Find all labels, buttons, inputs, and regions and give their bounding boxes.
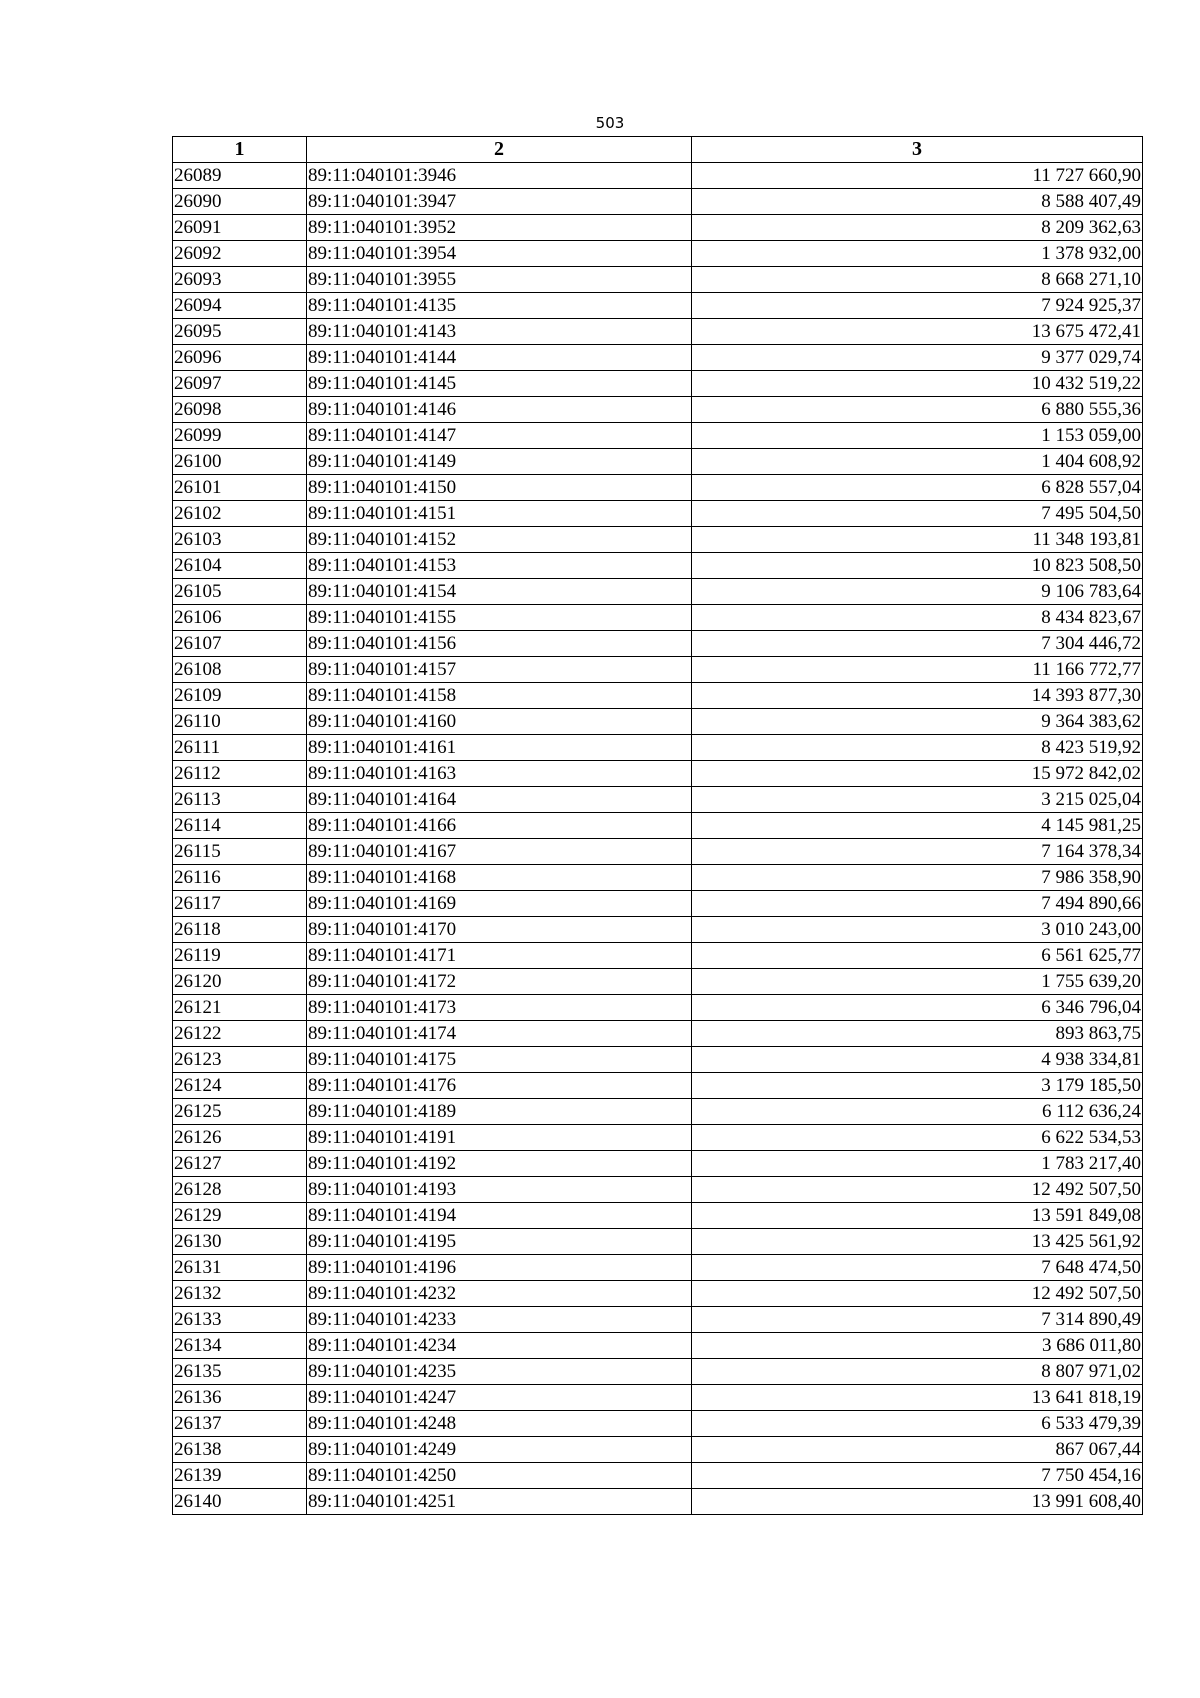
row-number-cell: 26132 <box>173 1281 307 1307</box>
cadastral-number-cell: 89:11:040101:4135 <box>307 293 692 319</box>
value-cell: 8 209 362,63 <box>692 215 1143 241</box>
value-cell: 6 622 534,53 <box>692 1125 1143 1151</box>
cadastral-number-cell: 89:11:040101:4175 <box>307 1047 692 1073</box>
value-cell: 1 378 932,00 <box>692 241 1143 267</box>
value-cell: 7 495 504,50 <box>692 501 1143 527</box>
row-number-cell: 26100 <box>173 449 307 475</box>
value-cell: 13 591 849,08 <box>692 1203 1143 1229</box>
cadastral-number-cell: 89:11:040101:3947 <box>307 189 692 215</box>
table-row <box>173 371 1143 397</box>
table-body <box>173 163 1143 1515</box>
table-row <box>173 1437 1143 1463</box>
value-cell: 7 494 890,66 <box>692 891 1143 917</box>
row-number-cell: 26125 <box>173 1099 307 1125</box>
table-row <box>173 1073 1143 1099</box>
row-number-cell: 26093 <box>173 267 307 293</box>
row-number-cell: 26138 <box>173 1437 307 1463</box>
row-number-cell: 26113 <box>173 787 307 813</box>
table-row <box>173 215 1143 241</box>
table-row <box>173 1385 1143 1411</box>
table-row <box>173 683 1143 709</box>
cadastral-number-cell: 89:11:040101:4147 <box>307 423 692 449</box>
value-cell: 8 807 971,02 <box>692 1359 1143 1385</box>
row-number-cell: 26134 <box>173 1333 307 1359</box>
cadastral-number-cell: 89:11:040101:4145 <box>307 371 692 397</box>
table-row <box>173 995 1143 1021</box>
cadastral-number-cell: 89:11:040101:4173 <box>307 995 692 1021</box>
row-number-cell: 26103 <box>173 527 307 553</box>
row-number-cell: 26135 <box>173 1359 307 1385</box>
row-number-cell: 26130 <box>173 1229 307 1255</box>
table-row <box>173 761 1143 787</box>
cadastral-number-cell: 89:11:040101:4247 <box>307 1385 692 1411</box>
cadastral-number-cell: 89:11:040101:3946 <box>307 163 692 189</box>
row-number-cell: 26118 <box>173 917 307 943</box>
table-row <box>173 943 1143 969</box>
cadastral-number-cell: 89:11:040101:4193 <box>307 1177 692 1203</box>
cadastral-number-cell: 89:11:040101:4235 <box>307 1359 692 1385</box>
row-number-cell: 26120 <box>173 969 307 995</box>
value-cell: 6 880 555,36 <box>692 397 1143 423</box>
table-row <box>173 1203 1143 1229</box>
cadastral-number-cell: 89:11:040101:4158 <box>307 683 692 709</box>
cadastral-number-cell: 89:11:040101:4143 <box>307 319 692 345</box>
cadastral-number-cell: 89:11:040101:4232 <box>307 1281 692 1307</box>
column-header-1: 1 <box>173 137 307 163</box>
table-row <box>173 631 1143 657</box>
table-row <box>173 579 1143 605</box>
row-number-cell: 26108 <box>173 657 307 683</box>
cadastral-number-cell: 89:11:040101:4151 <box>307 501 692 527</box>
row-number-cell: 26136 <box>173 1385 307 1411</box>
table-row <box>173 449 1143 475</box>
cadastral-number-cell: 89:11:040101:4163 <box>307 761 692 787</box>
table-row <box>173 865 1143 891</box>
table-row <box>173 709 1143 735</box>
value-cell: 1 755 639,20 <box>692 969 1143 995</box>
row-number-cell: 26107 <box>173 631 307 657</box>
row-number-cell: 26123 <box>173 1047 307 1073</box>
row-number-cell: 26116 <box>173 865 307 891</box>
table-row <box>173 501 1143 527</box>
cadastral-number-cell: 89:11:040101:4167 <box>307 839 692 865</box>
table-row <box>173 917 1143 943</box>
value-cell: 8 423 519,92 <box>692 735 1143 761</box>
cadastral-number-cell: 89:11:040101:4156 <box>307 631 692 657</box>
cadastral-number-cell: 89:11:040101:4164 <box>307 787 692 813</box>
row-number-cell: 26128 <box>173 1177 307 1203</box>
table-row <box>173 241 1143 267</box>
value-cell: 9 364 383,62 <box>692 709 1143 735</box>
value-cell: 7 986 358,90 <box>692 865 1143 891</box>
table-row <box>173 553 1143 579</box>
value-cell: 6 533 479,39 <box>692 1411 1143 1437</box>
cadastral-number-cell: 89:11:040101:4150 <box>307 475 692 501</box>
cadastral-number-cell: 89:11:040101:3952 <box>307 215 692 241</box>
value-cell: 15 972 842,02 <box>692 761 1143 787</box>
table-row <box>173 1177 1143 1203</box>
value-cell: 14 393 877,30 <box>692 683 1143 709</box>
cadastral-number-cell: 89:11:040101:3954 <box>307 241 692 267</box>
row-number-cell: 26110 <box>173 709 307 735</box>
value-cell: 8 434 823,67 <box>692 605 1143 631</box>
cadastral-number-cell: 89:11:040101:4166 <box>307 813 692 839</box>
cadastral-number-cell: 89:11:040101:4153 <box>307 553 692 579</box>
row-number-cell: 26129 <box>173 1203 307 1229</box>
value-cell: 4 145 981,25 <box>692 813 1143 839</box>
row-number-cell: 26106 <box>173 605 307 631</box>
row-number-cell: 26101 <box>173 475 307 501</box>
cadastral-number-cell: 89:11:040101:4157 <box>307 657 692 683</box>
row-number-cell: 26114 <box>173 813 307 839</box>
cadastral-number-cell: 89:11:040101:4144 <box>307 345 692 371</box>
table-row <box>173 813 1143 839</box>
column-header-3: 3 <box>692 137 1143 163</box>
table-header <box>173 137 1143 163</box>
table-row <box>173 345 1143 371</box>
value-cell: 10 432 519,22 <box>692 371 1143 397</box>
value-cell: 7 924 925,37 <box>692 293 1143 319</box>
table-row <box>173 1255 1143 1281</box>
cadastral-number-cell: 89:11:040101:4176 <box>307 1073 692 1099</box>
value-cell: 8 588 407,49 <box>692 189 1143 215</box>
table-row <box>173 657 1143 683</box>
table-row <box>173 1359 1143 1385</box>
row-number-cell: 26127 <box>173 1151 307 1177</box>
column-header-2: 2 <box>307 137 692 163</box>
table-row <box>173 839 1143 865</box>
cadastral-number-cell: 89:11:040101:4168 <box>307 865 692 891</box>
row-number-cell: 26092 <box>173 241 307 267</box>
cadastral-number-cell: 89:11:040101:4196 <box>307 1255 692 1281</box>
page-number: 503 <box>595 114 625 132</box>
row-number-cell: 26089 <box>173 163 307 189</box>
row-number-cell: 26117 <box>173 891 307 917</box>
row-number-cell: 26131 <box>173 1255 307 1281</box>
row-number-cell: 26111 <box>173 735 307 761</box>
cadastral-number-cell: 89:11:040101:4248 <box>307 1411 692 1437</box>
row-number-cell: 26095 <box>173 319 307 345</box>
table-row <box>173 1333 1143 1359</box>
table-row <box>173 1125 1143 1151</box>
value-cell: 10 823 508,50 <box>692 553 1143 579</box>
value-cell: 6 346 796,04 <box>692 995 1143 1021</box>
value-cell: 7 750 454,16 <box>692 1463 1143 1489</box>
value-cell: 3 179 185,50 <box>692 1073 1143 1099</box>
table-row <box>173 891 1143 917</box>
row-number-cell: 26091 <box>173 215 307 241</box>
row-number-cell: 26124 <box>173 1073 307 1099</box>
value-cell: 11 166 772,77 <box>692 657 1143 683</box>
table-row <box>173 1229 1143 1255</box>
table-row <box>173 969 1143 995</box>
table-row <box>173 1463 1143 1489</box>
cadastral-number-cell: 89:11:040101:4155 <box>307 605 692 631</box>
value-cell: 9 106 783,64 <box>692 579 1143 605</box>
cadastral-number-cell: 89:11:040101:4169 <box>307 891 692 917</box>
cadastral-number-cell: 89:11:040101:4189 <box>307 1099 692 1125</box>
table-row <box>173 1489 1143 1515</box>
table-row <box>173 1021 1143 1047</box>
value-cell: 867 067,44 <box>692 1437 1143 1463</box>
table-row <box>173 735 1143 761</box>
value-cell: 893 863,75 <box>692 1021 1143 1047</box>
cadastral-number-cell: 89:11:040101:4251 <box>307 1489 692 1515</box>
value-cell: 6 112 636,24 <box>692 1099 1143 1125</box>
row-number-cell: 26090 <box>173 189 307 215</box>
cadastral-number-cell: 89:11:040101:4249 <box>307 1437 692 1463</box>
table-row <box>173 1411 1143 1437</box>
value-cell: 3 686 011,80 <box>692 1333 1143 1359</box>
row-number-cell: 26140 <box>173 1489 307 1515</box>
row-number-cell: 26102 <box>173 501 307 527</box>
table-row <box>173 293 1143 319</box>
row-number-cell: 26099 <box>173 423 307 449</box>
cadastral-number-cell: 89:11:040101:4160 <box>307 709 692 735</box>
value-cell: 13 425 561,92 <box>692 1229 1143 1255</box>
cadastral-number-cell: 89:11:040101:4170 <box>307 917 692 943</box>
row-number-cell: 26104 <box>173 553 307 579</box>
row-number-cell: 26098 <box>173 397 307 423</box>
table-row <box>173 1281 1143 1307</box>
row-number-cell: 26139 <box>173 1463 307 1489</box>
table-row <box>173 423 1143 449</box>
table-row <box>173 787 1143 813</box>
row-number-cell: 26097 <box>173 371 307 397</box>
table-row <box>173 1099 1143 1125</box>
cadastral-number-cell: 89:11:040101:4149 <box>307 449 692 475</box>
table-row <box>173 1047 1143 1073</box>
cadastral-number-cell: 89:11:040101:4172 <box>307 969 692 995</box>
row-number-cell: 26119 <box>173 943 307 969</box>
cadastral-number-cell: 89:11:040101:3955 <box>307 267 692 293</box>
row-number-cell: 26133 <box>173 1307 307 1333</box>
row-number-cell: 26121 <box>173 995 307 1021</box>
cadastral-number-cell: 89:11:040101:4192 <box>307 1151 692 1177</box>
table-row <box>173 397 1143 423</box>
value-cell: 6 828 557,04 <box>692 475 1143 501</box>
cadastral-number-cell: 89:11:040101:4234 <box>307 1333 692 1359</box>
value-cell: 12 492 507,50 <box>692 1177 1143 1203</box>
table-row <box>173 319 1143 345</box>
value-cell: 7 164 378,34 <box>692 839 1143 865</box>
value-cell: 1 404 608,92 <box>692 449 1143 475</box>
row-number-cell: 26126 <box>173 1125 307 1151</box>
table-row <box>173 189 1143 215</box>
table-row <box>173 605 1143 631</box>
cadastral-number-cell: 89:11:040101:4161 <box>307 735 692 761</box>
value-cell: 7 648 474,50 <box>692 1255 1143 1281</box>
value-cell: 9 377 029,74 <box>692 345 1143 371</box>
cadastral-number-cell: 89:11:040101:4250 <box>307 1463 692 1489</box>
value-cell: 11 727 660,90 <box>692 163 1143 189</box>
value-cell: 12 492 507,50 <box>692 1281 1143 1307</box>
cadastral-number-cell: 89:11:040101:4154 <box>307 579 692 605</box>
row-number-cell: 26115 <box>173 839 307 865</box>
table-row <box>173 1307 1143 1333</box>
table-row <box>173 475 1143 501</box>
row-number-cell: 26094 <box>173 293 307 319</box>
value-cell: 3 010 243,00 <box>692 917 1143 943</box>
row-number-cell: 26105 <box>173 579 307 605</box>
header-row <box>173 137 1143 163</box>
value-cell: 6 561 625,77 <box>692 943 1143 969</box>
value-cell: 7 314 890,49 <box>692 1307 1143 1333</box>
cadastral-number-cell: 89:11:040101:4233 <box>307 1307 692 1333</box>
cadastral-number-cell: 89:11:040101:4152 <box>307 527 692 553</box>
row-number-cell: 26112 <box>173 761 307 787</box>
value-cell: 1 783 217,40 <box>692 1151 1143 1177</box>
table-row <box>173 1151 1143 1177</box>
value-cell: 8 668 271,10 <box>692 267 1143 293</box>
registry-table <box>172 136 1143 1515</box>
table-row <box>173 163 1143 189</box>
row-number-cell: 26122 <box>173 1021 307 1047</box>
table-row <box>173 527 1143 553</box>
value-cell: 3 215 025,04 <box>692 787 1143 813</box>
cadastral-number-cell: 89:11:040101:4171 <box>307 943 692 969</box>
cadastral-number-cell: 89:11:040101:4191 <box>307 1125 692 1151</box>
value-cell: 7 304 446,72 <box>692 631 1143 657</box>
value-cell: 1 153 059,00 <box>692 423 1143 449</box>
cadastral-number-cell: 89:11:040101:4195 <box>307 1229 692 1255</box>
value-cell: 11 348 193,81 <box>692 527 1143 553</box>
row-number-cell: 26096 <box>173 345 307 371</box>
row-number-cell: 26109 <box>173 683 307 709</box>
value-cell: 13 641 818,19 <box>692 1385 1143 1411</box>
cadastral-number-cell: 89:11:040101:4194 <box>307 1203 692 1229</box>
value-cell: 13 675 472,41 <box>692 319 1143 345</box>
cadastral-number-cell: 89:11:040101:4146 <box>307 397 692 423</box>
table-row <box>173 267 1143 293</box>
value-cell: 13 991 608,40 <box>692 1489 1143 1515</box>
cadastral-number-cell: 89:11:040101:4174 <box>307 1021 692 1047</box>
row-number-cell: 26137 <box>173 1411 307 1437</box>
value-cell: 4 938 334,81 <box>692 1047 1143 1073</box>
